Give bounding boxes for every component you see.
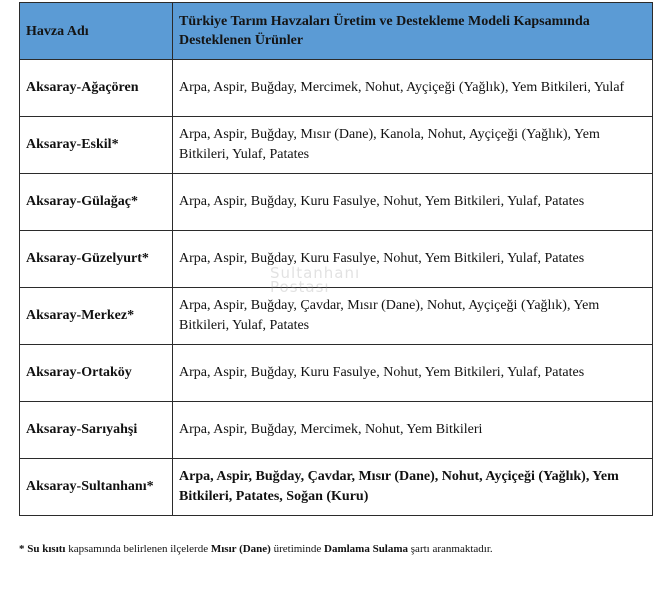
products-cell: Arpa, Aspir, Buğday, Kuru Fasulye, Nohut, Yem Bitkileri, Yulaf, Patates bbox=[173, 174, 653, 231]
products-cell: Arpa, Aspir, Buğday, Mercimek, Nohut, Yem Bitkileri bbox=[173, 402, 653, 459]
header-supported-products: Türkiye Tarım Havzaları Üretim ve Destekleme Modeli Kapsamında Desteklenen Ürünler bbox=[173, 3, 653, 60]
table-row bbox=[20, 60, 653, 117]
table-row bbox=[20, 459, 653, 516]
support-table-container bbox=[19, 2, 652, 516]
watermark-line-1: Sultanhanı bbox=[270, 264, 361, 282]
basin-name-cell: Aksaray-Gülağaç* bbox=[20, 174, 173, 231]
basin-name-cell: Aksaray-Merkez* bbox=[20, 288, 173, 345]
table-row bbox=[20, 288, 653, 345]
products-cell: Arpa, Aspir, Buğday, Kuru Fasulye, Nohut, Yem Bitkileri, Yulaf, Patates bbox=[173, 231, 653, 288]
footnote-text: üretiminde bbox=[270, 543, 324, 555]
table-row bbox=[20, 117, 653, 174]
products-cell: Arpa, Aspir, Buğday, Çavdar, Mısır (Dane), Nohut, Ayçiçeği (Yağlık), Yem Bitkileri, Patates, Soğan (Kuru) bbox=[173, 459, 653, 516]
products-cell: Arpa, Aspir, Buğday, Kuru Fasulye, Nohut, Yem Bitkileri, Yulaf, Patates bbox=[173, 345, 653, 402]
products-cell: Arpa, Aspir, Buğday, Mercimek, Nohut, Ayçiçeği (Yağlık), Yem Bitkileri, Yulaf bbox=[173, 60, 653, 117]
header-basin-name: Havza Adı bbox=[20, 3, 173, 60]
products-cell: Arpa, Aspir, Buğday, Çavdar, Mısır (Dane), Nohut, Ayçiçeği (Yağlık), Yem Bitkileri, Yulaf, Patates bbox=[173, 288, 653, 345]
table-row bbox=[20, 174, 653, 231]
footnote bbox=[19, 543, 493, 555]
table-row bbox=[20, 345, 653, 402]
footnote-emphasis-drip: Damlama Sulama bbox=[324, 543, 409, 555]
basin-name-cell: Aksaray-Sultanhanı* bbox=[20, 459, 173, 516]
footnote-emphasis-corn: Mısır (Dane) bbox=[210, 543, 271, 555]
table-row bbox=[20, 231, 653, 288]
support-table bbox=[19, 2, 653, 516]
basin-name-cell: Aksaray-Ortaköy bbox=[20, 345, 173, 402]
basin-name-cell: Aksaray-Güzelyurt* bbox=[20, 231, 173, 288]
basin-name-cell: Aksaray-Eskil* bbox=[20, 117, 173, 174]
footnote-emphasis-water: * Su kısıtı bbox=[19, 543, 66, 555]
table-row bbox=[20, 402, 653, 459]
watermark-line-2: Postası bbox=[270, 278, 330, 296]
basin-name-cell: Aksaray-Ağaçören bbox=[20, 60, 173, 117]
table-header-row bbox=[20, 3, 653, 60]
footnote-text: şartı aranmaktadır. bbox=[408, 543, 493, 555]
products-cell: Arpa, Aspir, Buğday, Mısır (Dane), Kanola, Nohut, Ayçiçeği (Yağlık), Yem Bitkileri, Yulaf, Patates bbox=[173, 117, 653, 174]
footnote-text: kapsamında belirlenen ilçelerde bbox=[65, 543, 211, 555]
basin-name-cell: Aksaray-Sarıyahşi bbox=[20, 402, 173, 459]
